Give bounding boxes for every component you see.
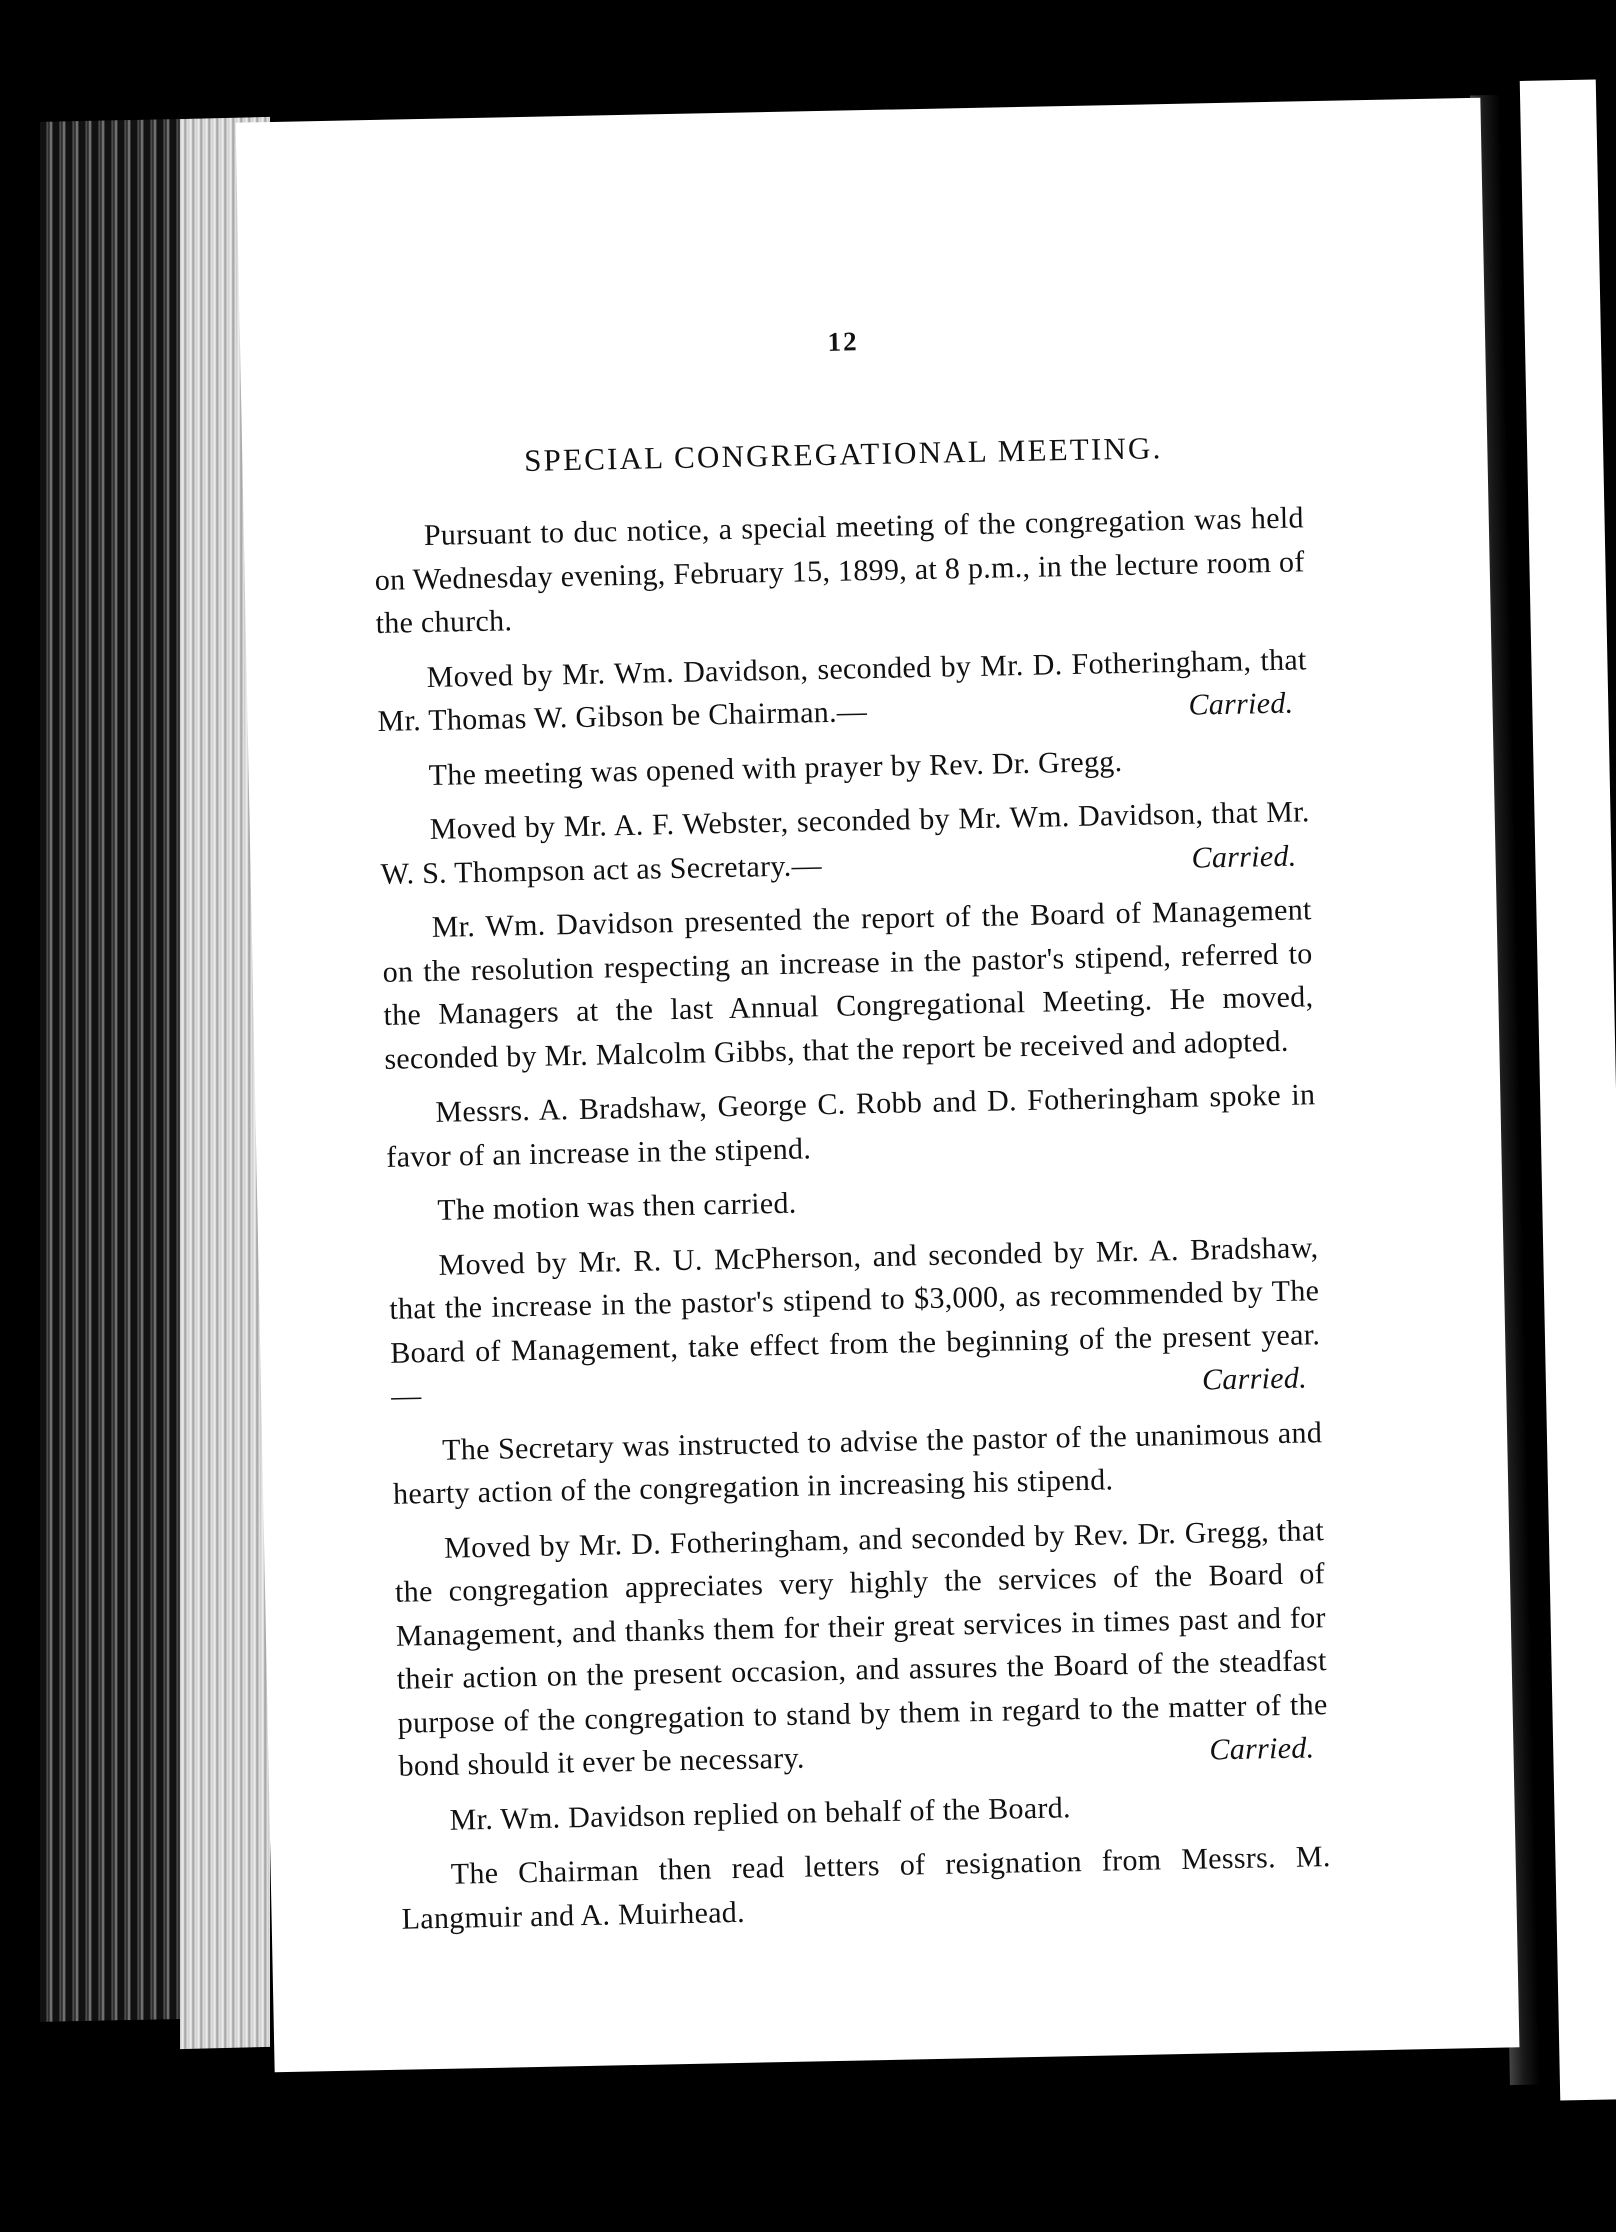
paragraph-text: The motion was then carried. xyxy=(437,1186,797,1227)
paragraph-text: The Chairman then read letters of resignation from Messrs. M. Langmuir and A. Muirhead. xyxy=(401,1840,1331,1936)
carried-label: Carried. xyxy=(1201,1361,1308,1397)
page-number: 12 xyxy=(827,326,859,357)
paragraph-resignations xyxy=(400,1835,1332,1941)
paragraph-text: Messrs. A. Bradshaw, George C. Robb and D. Fotheringham spoke in favor of an increase in the stipend. xyxy=(386,1078,1316,1174)
paragraph-motion-chairman xyxy=(376,638,1308,744)
page-heading: SPECIAL CONGREGATIONAL MEETING. xyxy=(523,429,1163,478)
paragraph-prayer xyxy=(378,736,1309,798)
carried-label: Carried. xyxy=(1191,839,1297,875)
paragraph-reply xyxy=(399,1781,1330,1843)
paragraph-text: Moved by Mr. A. F. Webster, seconded by Mr. Wm. Davidson, that Mr. W. S. Thompson act as Secretary.— xyxy=(380,795,1310,891)
paragraph-report xyxy=(381,888,1314,1081)
paragraph-motion-board-thanks xyxy=(394,1509,1329,1789)
paragraph-text: Mr. Wm. Davidson replied on behalf of the Board. xyxy=(449,1790,1072,1837)
paragraph-speakers xyxy=(385,1073,1317,1179)
paragraph-text: The Secretary was instructed to advise the pastor of the unanimous and hearty action of the congregation in increasing his stipend. xyxy=(392,1415,1323,1511)
paragraph-motion-stipend xyxy=(388,1226,1321,1419)
paragraph-text: Moved by Mr. D. Fotheringham, and seconded by Rev. Dr. Gregg, that the congregation appreciates very highly the services of the Board of Management, and thanks them for their great services in times past and for their action on the present occasion, and assures the Board of the steadfast purpose of the congregation to stand by them in regard to the matter of the bond should it ever be necessary. xyxy=(394,1513,1328,1783)
paragraph-motion-carried xyxy=(387,1171,1318,1233)
document-page xyxy=(236,98,1520,2073)
paragraph-text: Mr. Wm. Davidson presented the report of the Board of Management on the resolution respecting an increase in the pastor's stipend, referred to the Managers at the last Annual Congregational Meeting. He moved, seconded by Mr. Malcolm Gibbs, that the report be received and adopted. xyxy=(382,893,1314,1076)
carried-label: Carried. xyxy=(1188,686,1294,722)
carried-label: Carried. xyxy=(1209,1731,1315,1767)
paragraph-notice xyxy=(373,496,1305,645)
paragraph-secretary-instructed xyxy=(392,1411,1324,1517)
paragraph-motion-secretary xyxy=(379,790,1311,896)
paragraph-text: Pursuant to duc notice, a special meeting of the congregation was held on Wednesday evening, February 15, 1899, at 8 p.m., in the lecture room of the church. xyxy=(374,501,1305,640)
paragraph-text: The meeting was opened with prayer by Rev. Dr. Gregg. xyxy=(428,744,1123,792)
paragraph-text: Moved by Mr. Wm. Davidson, seconded by Mr. D. Fotheringham, that Mr. Thomas W. Gibson be Chairman.— xyxy=(377,642,1307,738)
page-content xyxy=(370,311,1332,1951)
paragraph-text: Moved by Mr. R. U. McPherson, and seconded by Mr. A. Bradshaw, that the increase in the pastor's stipend to $3,000, as recommended by The Board of Management, take effect from the beginning of the present year.— xyxy=(389,1230,1321,1413)
